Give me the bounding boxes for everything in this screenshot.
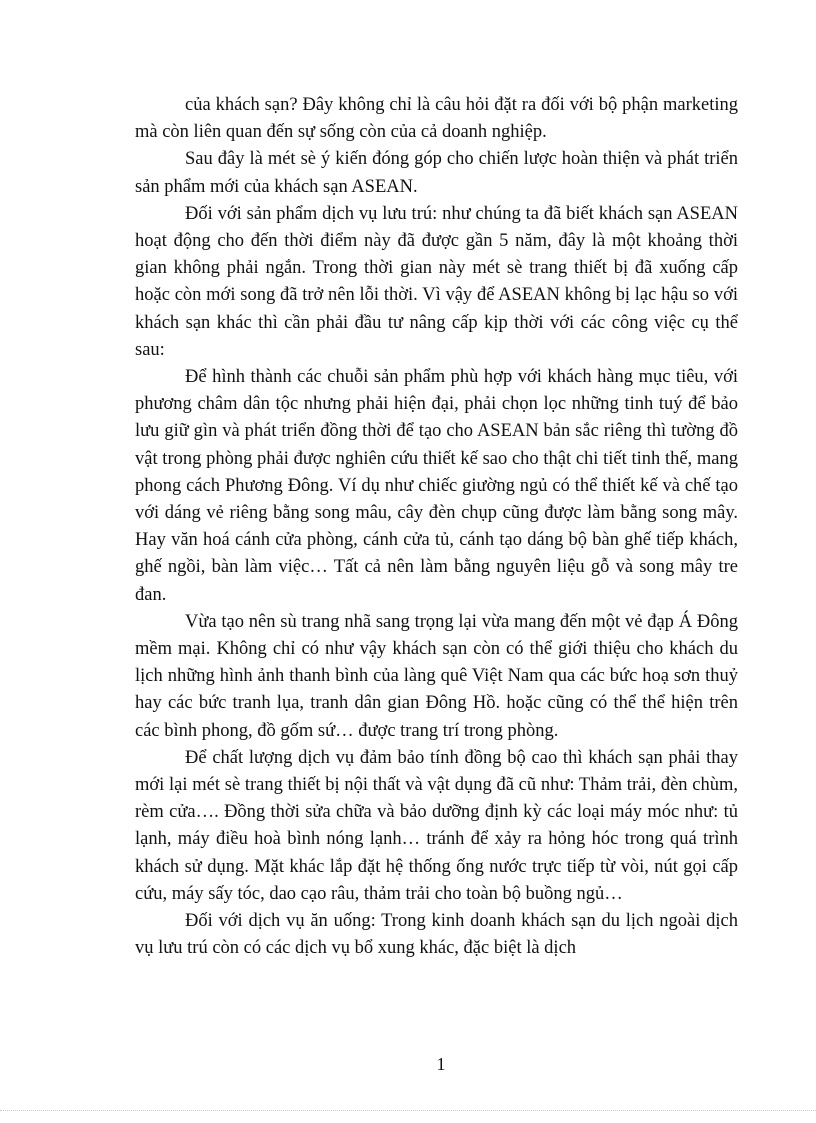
paragraph-5: Vừa tạo nên sù trang nhã sang trọng lại vừa mang đến một vẻ đạp Á Đông mềm mại. Không chỉ có như vậy khách sạn còn có thể giới thiệu cho khách du lịch những hình ảnh thanh bình của làng quê Việt Nam qua các bức hoạ sơn thuỷ hay các bức tranh lụa, tranh dân gian Đông Hồ. hoặc cũng có thể thể hiện trên các bình phong, đồ gốm sứ… được trang trí trong phòng. — [135, 611, 738, 741]
paragraph-1: của khách sạn? Đây không chỉ là câu hỏi đặt ra đối với bộ phận marketing mà còn liên quan đến sự sống còn của cả doanh nghiệp. — [135, 95, 738, 143]
paragraph-6: Để chất lượng dịch vụ đảm bảo tính đồng bộ cao thì khách sạn phải thay mới lại mét sè trang thiết bị nội thất và vật dụng đã cũ như: Thảm trải, đèn chùm, rèm cửa…. Đồng thời sửa chữa và bảo dưỡng định kỳ các loại máy móc như: tủ lạnh, máy điều hoà bình nóng lạnh… tránh để xảy ra hỏng hóc trong quá trình khách sử dụng. Mặt khác lắp đặt hệ thống ống nước trực tiếp từ vòi, nút gọi cấp cứu, máy sấy tóc, dao cạo râu, thảm trải cho toàn bộ buồng ngủ… — [135, 747, 738, 904]
page-bottom-divider — [0, 1110, 816, 1111]
paragraph-3: Đối với sản phẩm dịch vụ lưu trú: như chúng ta đã biết khách sạn ASEAN hoạt động cho đến thời điểm này đã được gần 5 năm, đây là một khoảng thời gian không phải ngắn. Trong thời gian này mét sè trang thiết bị đã xuống cấp hoặc còn mới song đã trở nên lỗi thời. Vì vậy để ASEAN không bị lạc hậu so với khách sạn khác thì cần phải đầu tư nâng cấp kịp thời với các công việc cụ thể sau: — [135, 203, 738, 360]
paragraph-2: Sau đây là mét sè ý kiến đóng góp cho chiến lược hoàn thiện và phát triển sản phẩm mới của khách sạn ASEAN. — [135, 149, 738, 197]
paragraph-7: Đối với dịch vụ ăn uống: Trong kinh doanh khách sạn du lịch ngoài dịch vụ lưu trú còn có các dịch vụ bổ xung khác, đặc biệt là dịch — [135, 911, 738, 959]
paragraph-4: Để hình thành các chuỗi sản phẩm phù hợp với khách hàng mục tiêu, với phương châm dân tộc nhưng phải hiện đại, phải chọn lọc những tinh tuý để bảo lưu giữ gìn và phát triển đồng thời để tạo cho ASEAN bản sắc riêng thì tường đồ vật trong phòng phải được nghiên cứu thiết kế sao cho thật chi tiết tinh thế, mang phong cách Phương Đông. Ví dụ như chiếc giường ngủ có thể thiết kế và chế tạo với dáng vẻ riêng bằng song mâu, cây đèn chụp cũng được làm bằng song mây. Hay văn hoá cánh cửa phòng, cánh cửa tủ, cánh tạo dáng bộ bàn ghế tiếp khách, ghế ngồi, bàn làm việc… Tất cả nên làm bằng nguyên liệu gỗ và song mây tre đan. — [135, 367, 738, 605]
page-number: 1 — [436, 1054, 446, 1074]
body-text — [135, 92, 738, 963]
